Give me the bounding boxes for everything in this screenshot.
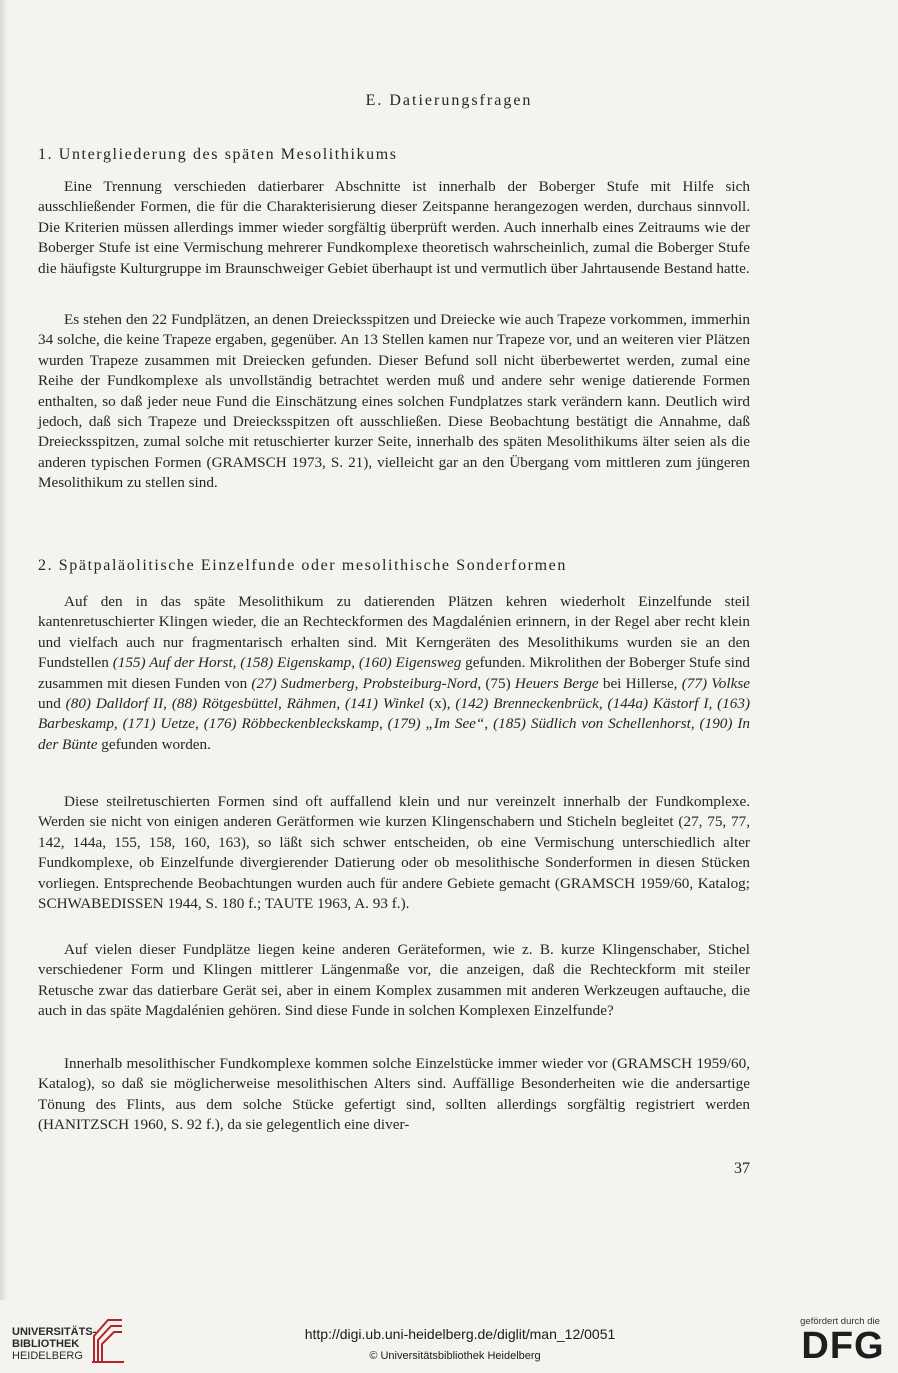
site-name: (160) Eigensweg <box>358 654 462 672</box>
page-number: 37 <box>734 1160 750 1177</box>
text-run: und <box>38 695 66 713</box>
text-run: Auf den in das späte Mesolithikum zu datierenden Plätzen kehren wiederholt Einzelfunde steil kantenretuschierter Klingen wieder, die an Rechteckformen des Magdalénien erinnern, in der Regel aber recht klein und vielfach auch nur fragmentarisch erhalten sind. Mit Kerngeräten des Mesolithikums wurden sie an den Fundstellen <box>38 593 750 672</box>
text-run: bei Hillerse, <box>598 674 682 692</box>
section-1-paragraph-1 <box>38 177 750 279</box>
scan-edge-shadow <box>0 0 8 1300</box>
section-2-paragraph-4 <box>38 1054 750 1136</box>
text-run: (75) <box>481 674 515 692</box>
paragraph-text <box>38 592 750 755</box>
section-2-paragraph-1 <box>38 592 750 755</box>
site-name: (77) Volkse <box>681 674 751 692</box>
source-url-link[interactable]: http://digi.ub.uni-heidelberg.de/diglit/man_12/0051 <box>304 1326 616 1342</box>
text-run: (x), <box>424 695 456 713</box>
text-run: gefunden. Mikrolithen der Boberger Stufe sind zusammen mit diesen Funden von <box>38 654 751 692</box>
section-2-title: 2. Spätpaläolitische Einzelfunde oder mesolithische Sonderformen <box>38 557 567 574</box>
library-name-line: HEIDELBERG <box>12 1350 83 1362</box>
dfg-logo: DFG <box>801 1325 885 1367</box>
funding-note: gefördert durch die <box>800 1316 880 1327</box>
paragraph-text: Eine Trennung verschieden datierbarer Abschnitte ist innerhalb der Boberger Stufe mit Hilfe sich ausschließender Formen, die für die Charakterisierung dieser Zeitspanne herangezogen werden, durchaus sinnvoll. Die Kriterien müssen allerdings immer wieder sorgfältig überprüft werden. Auch innerhalb eines Zeitraums wie der Boberger Stufe ist eine Vermischung mehrerer Fundkomplexe theoretisch wahrscheinlich, zumal die Boberger Stufe die häufigste Kulturgruppe im Braunschweiger Gebiet überhaupt ist und vermutlich über Jahrtausende Bestand hatte. <box>38 178 750 277</box>
site-name: Heuers Berge <box>514 674 599 692</box>
site-name: (80) Dalldorf II, (88) Rötgesbüttel, Rähmen, (141) Winkel <box>65 695 425 713</box>
paragraph-text: Es stehen den 22 Fundplätzen, an denen Dreiecksspitzen und Dreiecke wie auch Trapeze vorkommen, immerhin 34 solche, die keine Trapeze ergaben, gegenüber. An 13 Stellen kamen nur Trapeze vor, und an weiteren vier Plätzen wurden Trapeze zusammen mit Dreiecken gefunden. Dieser Befund soll nicht überbewertet werden, zumal eine Reihe der Fundkomplexe als unvollständig betrachtet werden muß und andere sehr wenige datierende Formen enthalten, so daß jeder neue Fund die Einschätzung eines solchen Fundplatzes stark verändern kann. Deutlich wird jedoch, daß sich Trapeze und Dreiecksspitzen oft ausschließen. Diese Beobachtung bestätigt die Annahme, daß Dreiecksspitzen, zumal solche mit retuschierter kurzer Seite, innerhalb des späten Mesolithikums älter seien als die anderen typischen Formen (GRAMSCH 1973, S. 21), vielleicht gar an den Übergang vom mittleren zum jüngeren Mesolithikum zu stellen sind. <box>38 311 750 492</box>
site-name: (27) Sudmerberg, Probsteiburg-Nord, <box>251 674 482 692</box>
library-name-line: UNIVERSITÄTS- <box>12 1326 97 1338</box>
digitization-footer <box>0 1300 898 1373</box>
library-logo-icon <box>90 1316 126 1366</box>
section-2-paragraph-2 <box>38 792 750 914</box>
text-run: gefunden worden. <box>97 735 211 753</box>
site-name: (158) Eigenskamp, <box>240 654 356 672</box>
site-name: (155) Auf der Horst, <box>112 654 237 672</box>
chapter-heading: E. Datierungsfragen <box>365 92 533 109</box>
paragraph-text: Diese steilretuschierten Formen sind oft auffallend klein und nur vereinzelt innerhalb der Fundkomplexe. Werden sie nicht von einigen anderen Gerätformen wie kurzen Klingenschabern und Sticheln begleitet (27, 75, 77, 142, 144a, 155, 158, 160, 163), so läßt sich schwer entscheiden, ob eine Vermischung unterschiedlich alter Fundkomplexe, ob Einzelfunde divergierender Datierung oder ob mesolithische Sonderformen in diesen Stücken vorliegen. Entsprechende Beobachtungen wurden auch für andere Gebiete gemacht (GRAMSCH 1959/60, Katalog; SCHWABEDISSEN 1944, S. 180 f.; TAUTE 1963, A. 93 f.). <box>38 793 750 913</box>
paragraph-text: Auf vielen dieser Fundplätze liegen keine anderen Geräteformen, wie z. B. kurze Klingenschaber, Stichel verschiedener Form und Klingen mittlerer Längenmaße vor, die anzeigen, daß die Rechteckform mit steiler Retusche zwar das datierbare Gerät sei, aber in einem Komplex zusammen mit anderen Werkzeugen auftauche, die auch in das späte Magdalénien gehören. Sind diese Funde in solchen Komplexen Einzelfunde? <box>38 941 750 1020</box>
copyright-notice: © Universitätsbibliothek Heidelberg <box>369 1350 541 1362</box>
section-1-title: 1. Untergliederung des späten Mesolithikums <box>38 146 398 163</box>
section-2-paragraph-3 <box>38 940 750 1022</box>
library-name-line: BIBLIOTHEK <box>12 1338 80 1350</box>
site-name: (142) Brenneckenbrück, (144a) Kästorf I, (163) Barbeskamp, (171) Uetze, (176) Röbbeckenbleckskamp, (179) „Im See“, (185) Südlich von Schellenhorst, (190) In der Bünte <box>38 695 751 753</box>
paragraph-text: Innerhalb mesolithischer Fundkomplexe kommen solche Einzelstücke immer wieder vor (GRAMSCH 1959/60, Katalog), so daß sie möglicherweise mesolithischen Alters sind. Auffällige Besonderheiten wie die andersartige Tönung des Flints, aus dem solche Stücke gefertigt sind, sollten allerdings sorgfältig registriert werden (HANITZSCH 1960, S. 92 f.), da sie gelegentlich eine diver- <box>38 1055 750 1134</box>
section-1-paragraph-2 <box>38 310 750 494</box>
library-name <box>12 1326 96 1362</box>
